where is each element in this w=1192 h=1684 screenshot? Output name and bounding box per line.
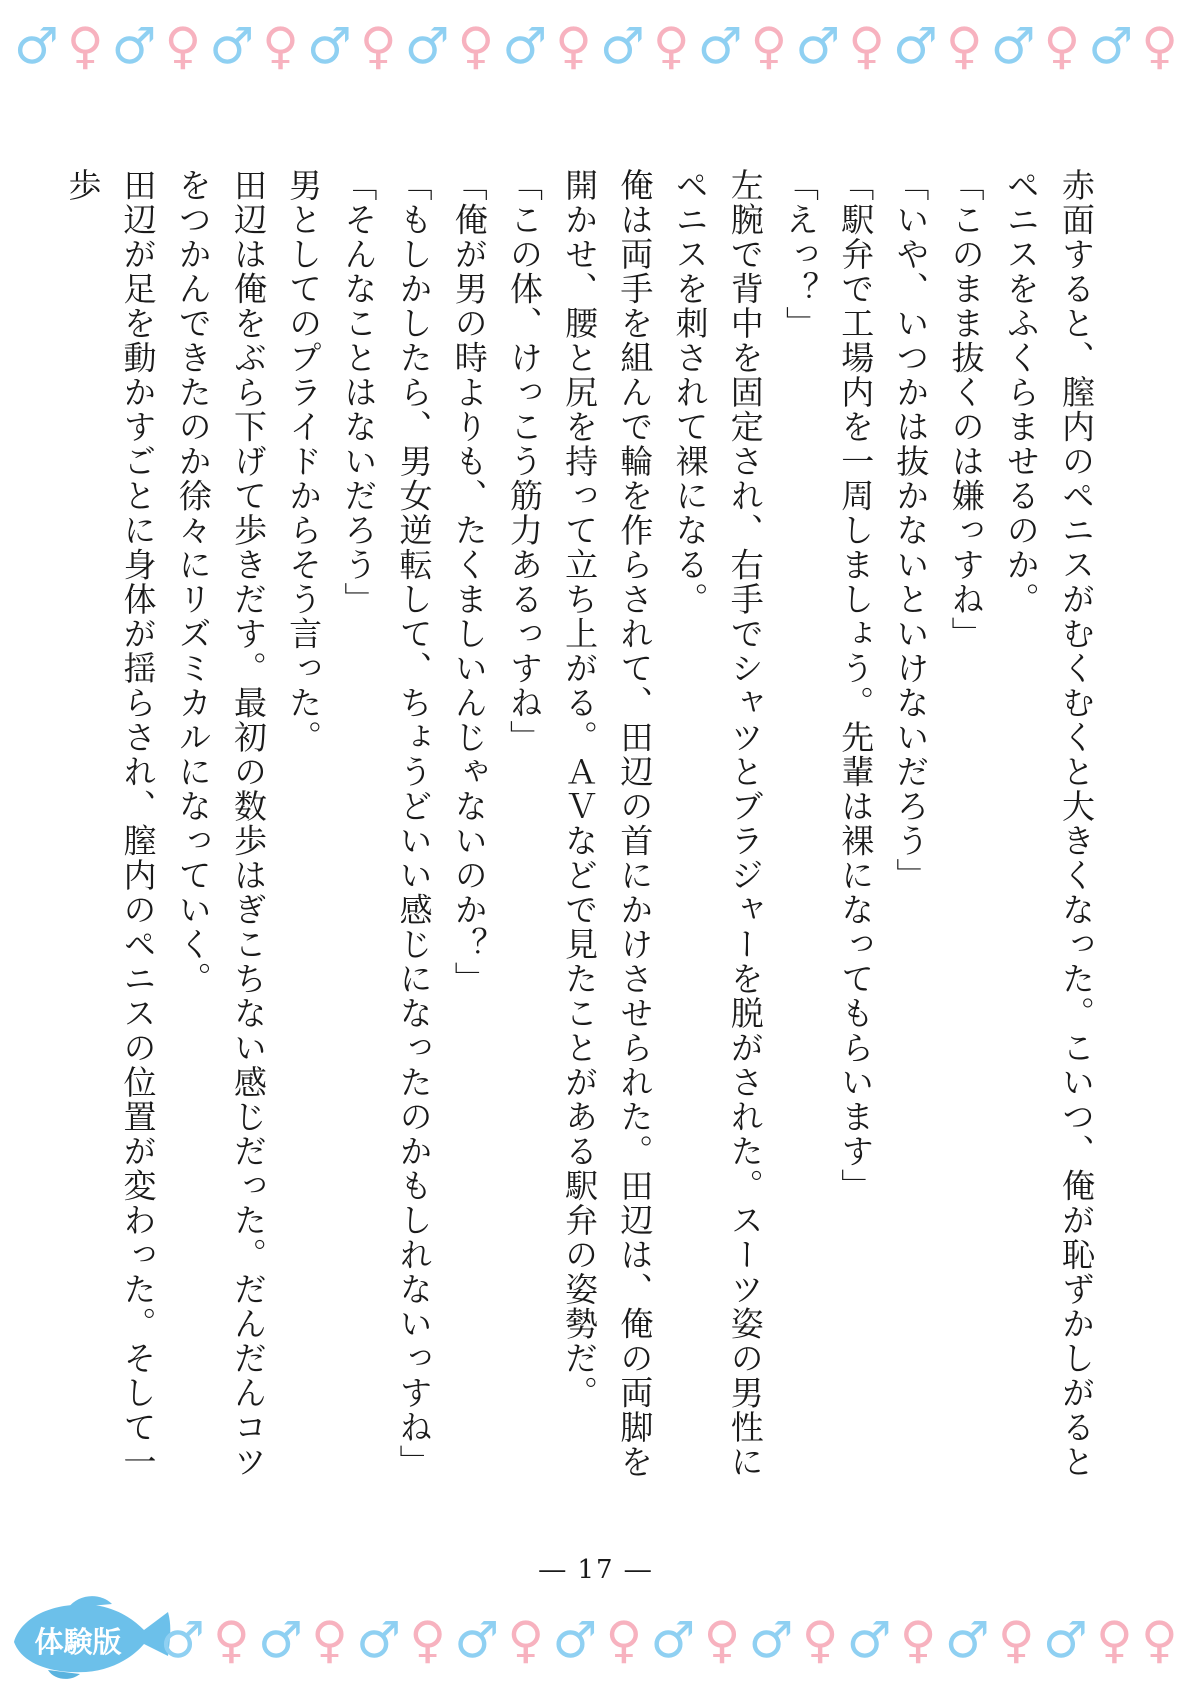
paragraph: 田辺は俺をぶら下げて歩きだす。最初の数歩はぎこちない感じだった。だんだんコツをつかんできたのか徐々にリズミカルになっていく。: [173, 168, 268, 1479]
female-symbol-icon: ♀: [66, 17, 104, 75]
female-symbol-icon: ♀: [750, 17, 788, 75]
female-symbol-icon: ♀: [359, 17, 397, 75]
male-symbol-icon: ♂: [944, 1611, 990, 1669]
female-symbol-icon: ♀: [899, 1611, 937, 1669]
female-symbol-icon: ♀: [1043, 17, 1081, 75]
male-symbol-icon: ♂: [454, 1611, 500, 1669]
female-symbol-icon: ♀: [703, 1611, 741, 1669]
female-symbol-icon: ♀: [555, 17, 592, 75]
female-symbol-icon: ♀: [1141, 17, 1178, 75]
female-symbol-icon: ♀: [1141, 1611, 1178, 1669]
female-symbol-icon: ♀: [998, 1611, 1035, 1669]
paragraph: 「いや、いつかは抜かないといけないだろう」: [891, 168, 931, 893]
female-symbol-icon: ♀: [801, 1611, 839, 1669]
male-symbol-icon: ♂: [748, 1611, 794, 1669]
male-symbol-icon: ♂: [600, 17, 645, 75]
paragraph: 「この体、けっこう筋力あるっすね」: [504, 168, 544, 755]
male-symbol-icon: ♂: [795, 17, 841, 75]
male-symbol-icon: ♂: [893, 17, 938, 75]
paragraph: 俺は両手を組んで輪を作らされて、田辺の首にかけさせられた。田辺は、俺の両脚を開かせ、腰と尻を持って立ち上がる。ＡＶなどで見たことがある駅弁の姿勢だ。: [560, 168, 655, 1479]
paragraph: 「このまま抜くのは嫌っすね」: [946, 168, 986, 651]
female-symbol-icon: ♀: [457, 17, 495, 75]
header-symbol-band: [14, 18, 1178, 74]
male-symbol-icon: ♂: [258, 1611, 303, 1669]
female-symbol-icon: ♀: [164, 17, 202, 75]
female-symbol-icon: ♀: [605, 1611, 643, 1669]
paragraph: 「えっ？」: [780, 168, 820, 341]
female-symbol-icon: ♀: [652, 17, 690, 75]
paragraph: 「駅弁で工場内を一周しましょう。先輩は裸になってもらいます」: [836, 168, 876, 1203]
vertical-body-text: [63, 168, 1104, 1508]
paragraph: 「そんなことはないだろう」: [339, 168, 379, 617]
female-symbol-icon: ♀: [311, 1611, 348, 1669]
male-symbol-icon: ♂: [552, 1611, 598, 1669]
male-symbol-icon: ♂: [404, 17, 450, 75]
paragraph: 男としてのプライドからそう言った。: [284, 168, 324, 755]
male-symbol-icon: ♂: [307, 17, 352, 75]
male-symbol-icon: ♂: [356, 1611, 402, 1669]
male-symbol-icon: ♂: [14, 17, 59, 75]
male-symbol-icon: ♂: [846, 1611, 892, 1669]
male-symbol-icon: ♂: [1042, 1611, 1088, 1669]
female-symbol-icon: ♀: [213, 1611, 250, 1669]
male-symbol-icon: ♂: [160, 1611, 205, 1669]
male-symbol-icon: ♂: [502, 17, 548, 75]
footer-symbol-band: [160, 1612, 1178, 1668]
paragraph: 「俺が男の時よりも、たくましいんじゃないのか？」: [449, 168, 489, 996]
female-symbol-icon: ♀: [848, 17, 885, 75]
male-symbol-icon: ♂: [990, 17, 1036, 75]
paragraph: 左腕で背中を固定され、右手でシャツとブラジャーを脱がされた。スーツ姿の男性にペニスを刺されて裸になる。: [670, 168, 765, 1479]
female-symbol-icon: ♀: [409, 1611, 446, 1669]
male-symbol-icon: ♂: [697, 17, 743, 75]
male-symbol-icon: ♂: [209, 17, 255, 75]
female-symbol-icon: ♀: [1096, 1611, 1133, 1669]
female-symbol-icon: ♀: [262, 17, 299, 75]
male-symbol-icon: ♂: [1088, 17, 1134, 75]
paragraph: 田辺が足を動かすごとに身体が揺らされ、膣内のペニスの位置が変わった。そして一歩: [63, 168, 158, 1479]
paragraph: 赤面すると、膣内のペニスがむくむくと大きくなった。こいつ、俺が恥ずかしがるとペニスをふくらませるのか。: [1001, 168, 1096, 1479]
fish-icon: [8, 1586, 176, 1684]
female-symbol-icon: ♀: [945, 17, 983, 75]
trial-badge-label: 体験版: [34, 1625, 122, 1659]
page-number: ― 17 ―: [539, 1555, 653, 1585]
female-symbol-icon: ♀: [507, 1611, 545, 1669]
male-symbol-icon: ♂: [111, 17, 157, 75]
paragraph: 「もしかしたら、男女逆転して、ちょうどいい感じになったのかもしれないっすね」: [394, 168, 434, 1479]
male-symbol-icon: ♂: [650, 1611, 696, 1669]
